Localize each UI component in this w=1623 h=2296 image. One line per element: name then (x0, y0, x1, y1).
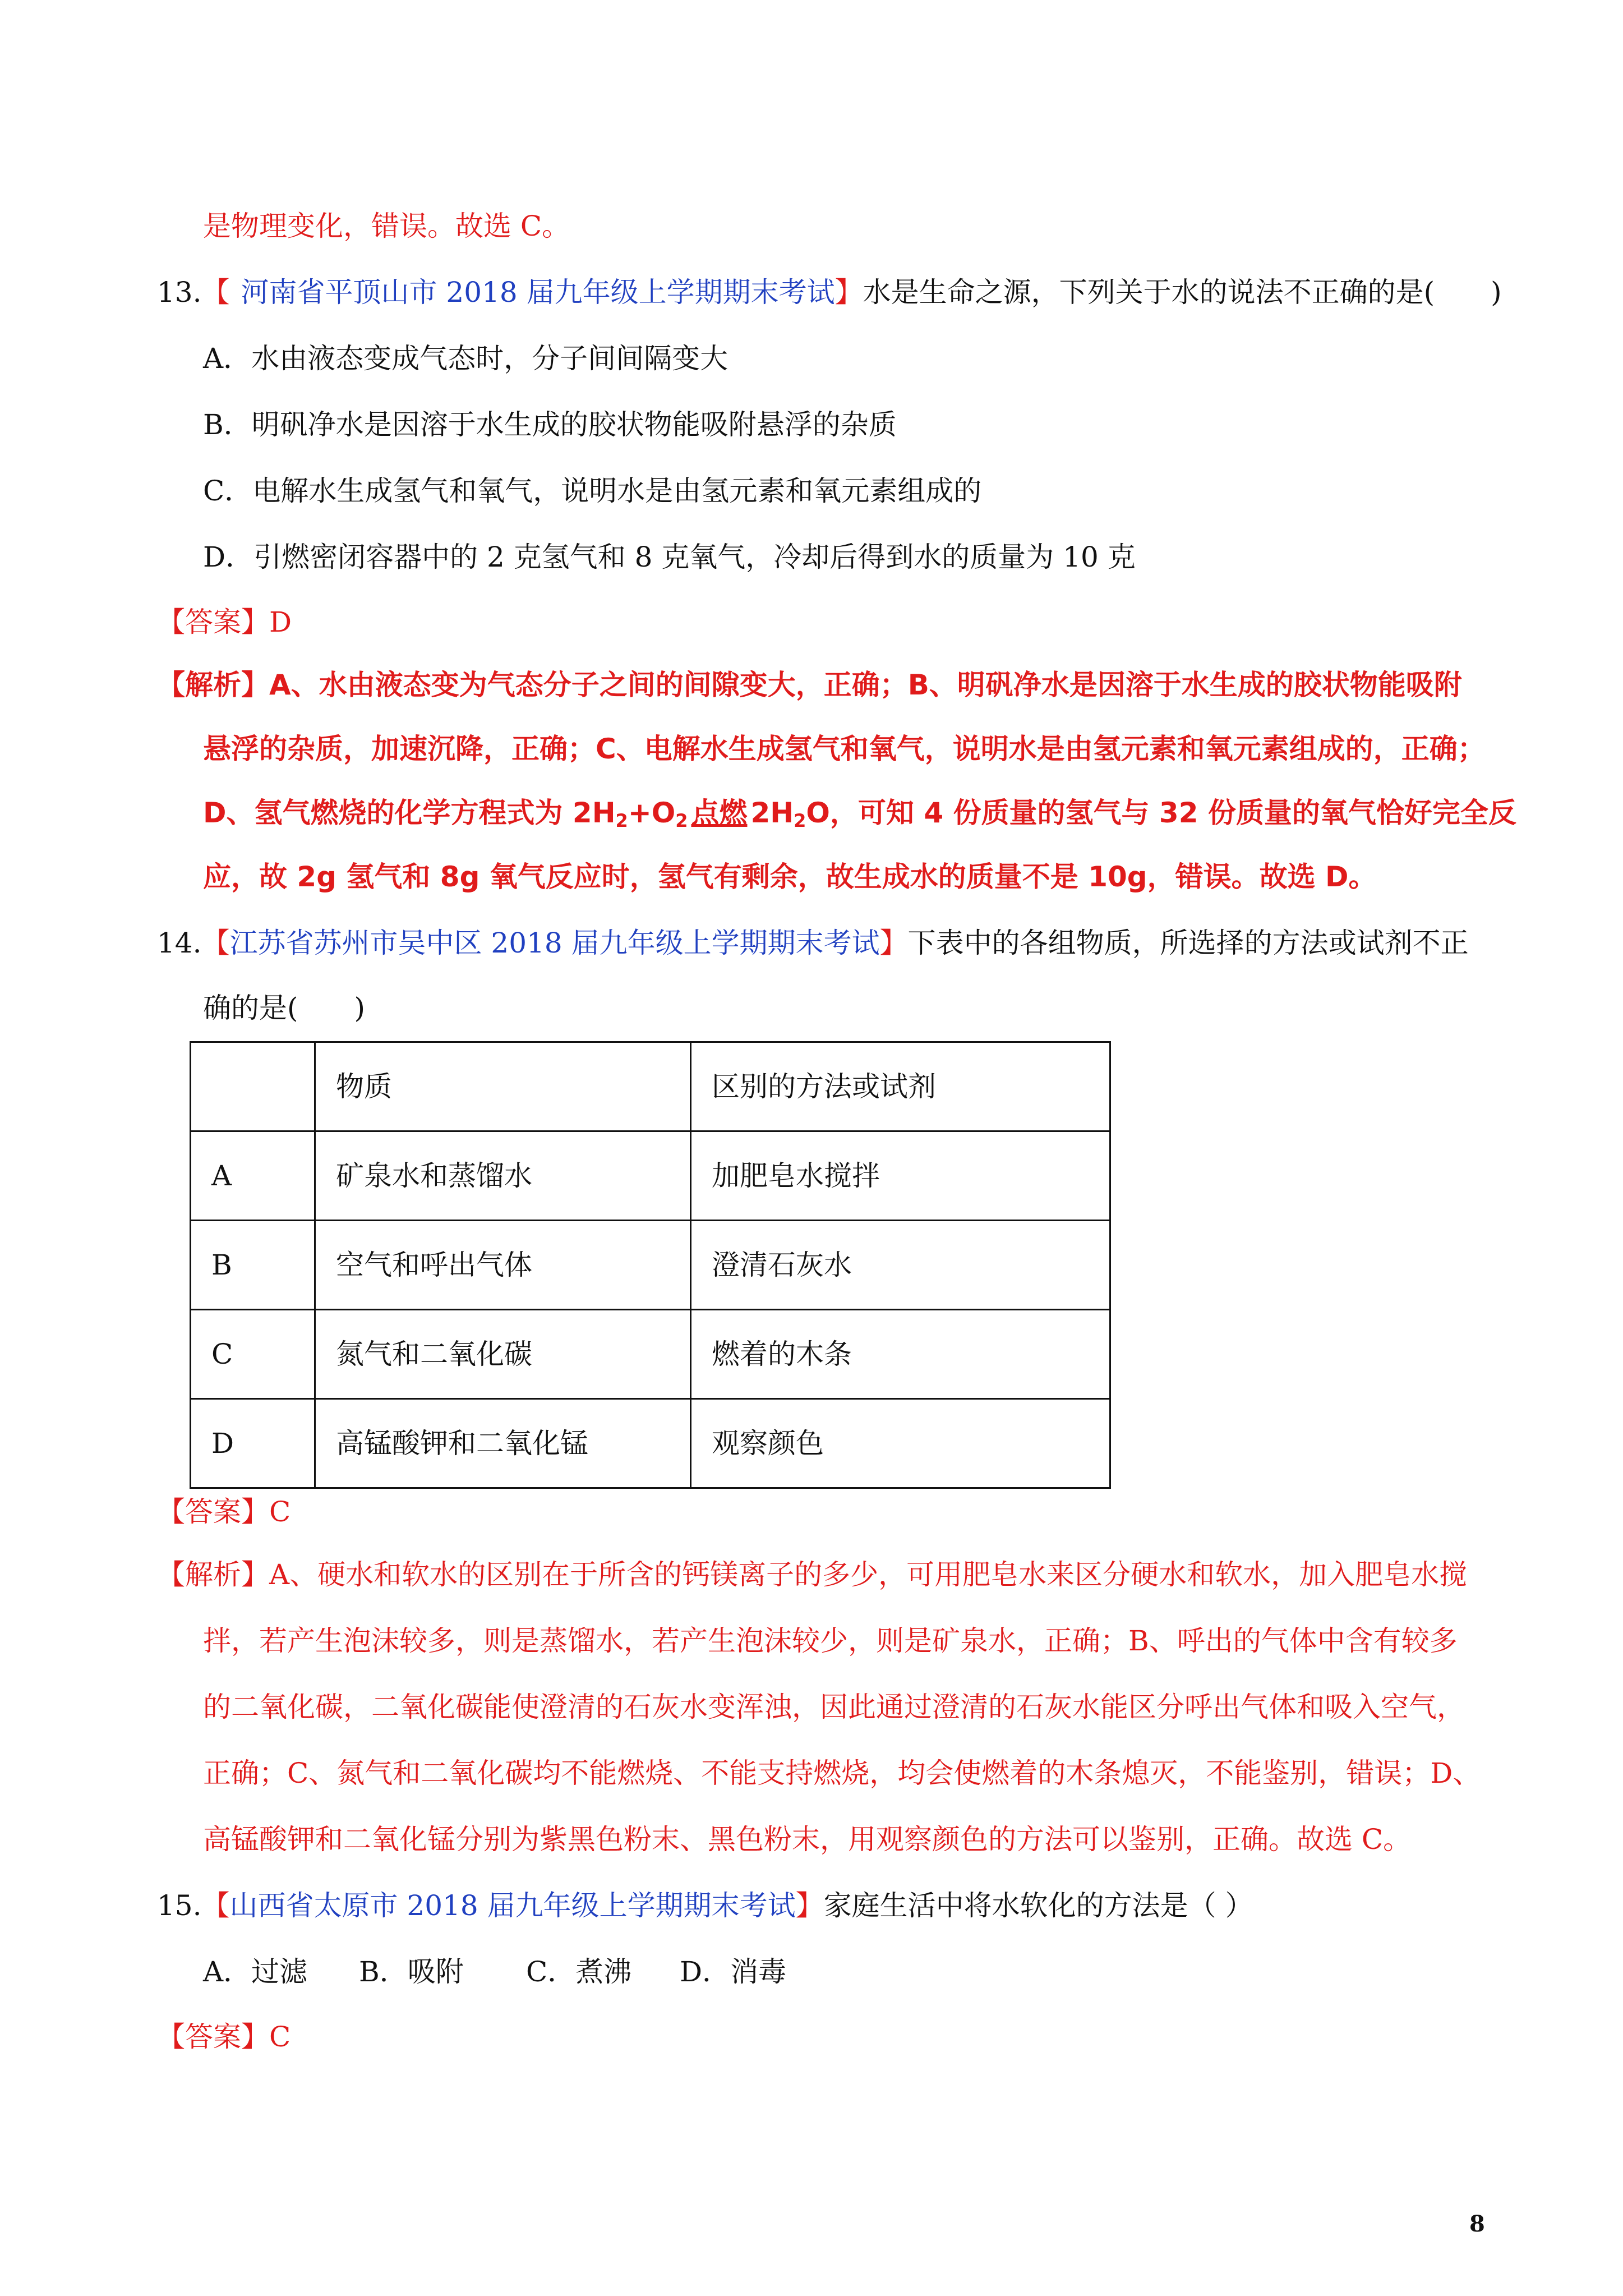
analysis-label: 【解析】 (157, 1558, 269, 1591)
subscript: 2 (615, 810, 628, 831)
table-row (191, 1131, 1110, 1221)
table-cell: 矿泉水和蒸馏水 (315, 1131, 691, 1221)
question-14-stem-line-2: 确的是( ) (203, 992, 366, 1024)
equation-product: 2H (750, 797, 794, 829)
table-cell: 观察颜色 (691, 1399, 1110, 1488)
table-cell: D (191, 1399, 315, 1488)
equation-plus: +O (628, 797, 676, 829)
option-a: A．水由液态变成气态时，分子间间隔变大 (203, 342, 728, 375)
answer-13 (157, 605, 292, 640)
option-d: D．消毒 (680, 1955, 787, 1988)
analysis-13-line-4: 应，故 2g 氢气和 8g 氧气反应时，氢气有剩余，故生成水的质量不是 10g，错误。故选 D。 (203, 861, 1377, 893)
question-text: 水是生命之源，下列关于水的说法不正确的是( ) (863, 276, 1502, 309)
analysis-14-line-4: 正确；C、氮气和二氧化碳均不能燃烧、不能支持燃烧，均会使燃着的木条熄灭，不能鉴别，错误；D、 (203, 1757, 1481, 1789)
question-13-stem (157, 275, 1502, 310)
answer-15 (157, 2019, 291, 2055)
equation-prefix: D、氢气燃烧的化学方程式为 2H (203, 797, 616, 829)
question-text: 下表中的各组物质，所选择的方法或试剂不正 (907, 927, 1469, 959)
analysis-14-line-5: 高锰酸钾和二氧化锰分别为紫黑色粉末、黑色粉末，用观察颜色的方法可以鉴别，正确。故选 C。 (203, 1823, 1412, 1856)
analysis-13-line-2: 悬浮的杂质，加速沉降，正确；C、电解水生成氢气和氧气，说明水是由氢元素和氧元素组成的，正确； (203, 733, 1486, 765)
table-header-cell: 物质 (315, 1042, 691, 1131)
option-b: B．吸附 (359, 1955, 464, 1988)
answer-14 (157, 1494, 291, 1530)
equation-suffix: ，可知 4 份质量的氢气与 32 份质量的氧气恰好完全反 (829, 797, 1516, 829)
option-a: A．过滤 (203, 1955, 308, 1988)
question-14-stem (157, 926, 1469, 961)
answer-label: 【答案】 (157, 1496, 269, 1528)
question-source: 河南省平顶山市 2018 届九年级上学期期末考试 (241, 276, 835, 309)
table-row (191, 1221, 1110, 1310)
analysis-13-line-3 (203, 795, 1516, 831)
previous-analysis-tail: 是物理变化，错误。故选 C。 (203, 210, 570, 242)
table-row (191, 1399, 1110, 1488)
analysis-13-line-1 (157, 668, 1462, 703)
answer-value: C (269, 1496, 291, 1528)
question-text: 家庭生活中将水软化的方法是（ ） (823, 1889, 1253, 1922)
question-source: 江苏省苏州市吴中区 2018 届九年级上学期期末考试 (229, 927, 880, 959)
analysis-14-line-2: 拌，若产生泡沫较多，则是蒸馏水，若产生泡沫较少，则是矿泉水，正确；B、呼出的气体中含有较多 (203, 1625, 1458, 1657)
question-number: 14. (157, 927, 202, 959)
table-cell: B (191, 1221, 315, 1310)
question-number: 13. (157, 276, 202, 309)
analysis-14-line-3: 的二氧化碳，二氧化碳能使澄清的石灰水变浑浊，因此通过澄清的石灰水能区分呼出气体和吸入空气， (203, 1691, 1465, 1723)
table-cell: 加肥皂水搅拌 (691, 1131, 1110, 1221)
source-bracket-open: 【 (201, 1889, 230, 1922)
table-header-cell (191, 1042, 315, 1131)
options-table (190, 1041, 1111, 1489)
page-number: 8 (1469, 2211, 1485, 2237)
source-bracket-close: 】 (879, 927, 908, 959)
source-bracket-close: 】 (834, 276, 863, 309)
analysis-text: A、水由液态变为气态分子之间的间隙变大，正确；B、明矾净水是因溶于水生成的胶状物能吸附 (269, 669, 1462, 701)
option-d: D．引燃密闭容器中的 2 克氢气和 8 克氧气，冷却后得到水的质量为 10 克 (203, 541, 1136, 573)
table-cell: 澄清石灰水 (691, 1221, 1110, 1310)
question-15-stem (157, 1888, 1253, 1924)
analysis-label: 【解析】 (157, 669, 269, 701)
table-cell: A (191, 1131, 315, 1221)
table-cell: C (191, 1310, 315, 1399)
source-bracket-close: 】 (795, 1889, 824, 1922)
table-cell: 高锰酸钾和二氧化锰 (315, 1399, 691, 1488)
source-bracket-open: 【 (201, 927, 230, 959)
answer-label: 【答案】 (157, 606, 269, 638)
answer-label: 【答案】 (157, 2021, 269, 2053)
analysis-text: A、硬水和软水的区别在于所含的钙镁离子的多少，可用肥皂水来区分硬水和软水，加入肥皂水搅 (269, 1558, 1468, 1591)
subscript: 2 (675, 810, 688, 831)
option-c: C．电解水生成氢气和氧气，说明水是由氢元素和氧元素组成的 (203, 475, 982, 507)
answer-value: C (269, 2021, 291, 2053)
table-cell: 燃着的木条 (691, 1310, 1110, 1399)
option-c: C．煮沸 (526, 1955, 632, 1988)
question-source: 山西省太原市 2018 届九年级上学期期末考试 (229, 1889, 796, 1922)
answer-value: D (269, 606, 292, 638)
reaction-condition: 点燃 (691, 797, 748, 829)
question-number: 15. (157, 1889, 202, 1922)
table-header-cell: 区别的方法或试剂 (691, 1042, 1110, 1131)
option-b: B．明矾净水是因溶于水生成的胶状物能吸附悬浮的杂质 (203, 408, 897, 441)
subscript: 2 (794, 810, 806, 831)
table-cell: 氮气和二氧化碳 (315, 1310, 691, 1399)
table-header-row (191, 1042, 1110, 1131)
table-cell: 空气和呼出气体 (315, 1221, 691, 1310)
table-row (191, 1310, 1110, 1399)
equation-product-o: O (806, 797, 830, 829)
source-bracket-open: 【 (201, 276, 230, 309)
analysis-14-line-1 (157, 1557, 1467, 1593)
